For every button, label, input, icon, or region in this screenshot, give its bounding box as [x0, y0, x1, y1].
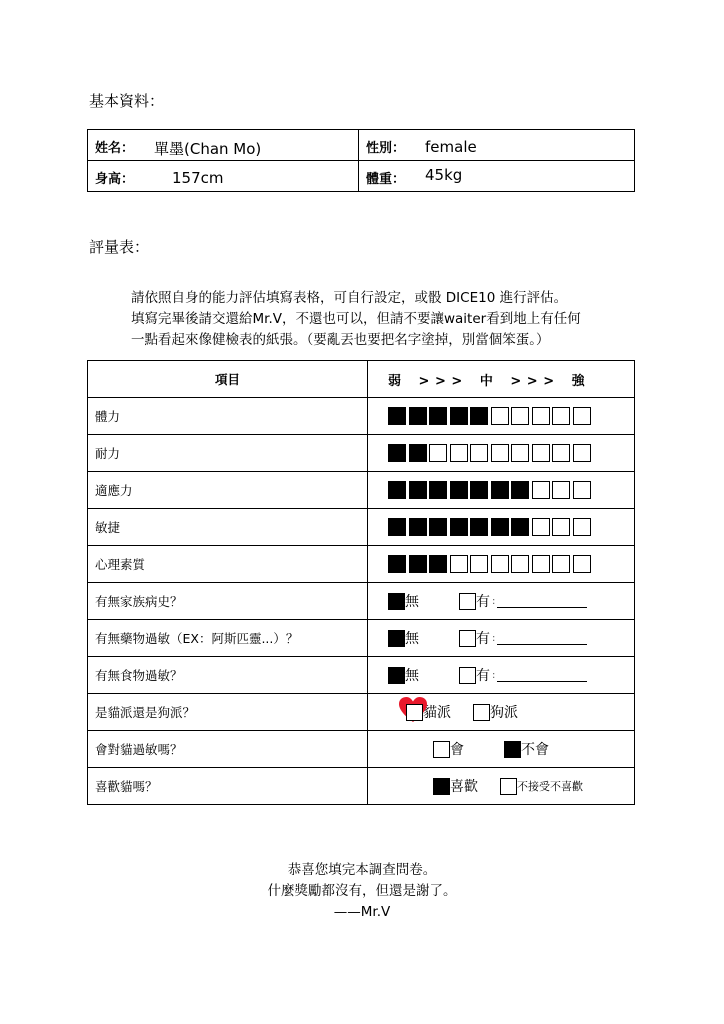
option-no: 無	[405, 668, 419, 684]
name-value: 單墨(Chan Mo)	[154, 140, 262, 158]
weight-cell	[359, 161, 635, 192]
filled-square[interactable]	[511, 481, 529, 499]
rating-label: 耐力	[88, 435, 368, 472]
table-row	[88, 731, 635, 768]
empty-square[interactable]	[429, 444, 447, 462]
rating-boxes	[368, 444, 634, 462]
empty-square[interactable]	[491, 444, 509, 462]
option-cat: 貓派	[423, 705, 451, 721]
footer	[0, 860, 724, 923]
empty-square[interactable]	[511, 444, 529, 462]
rating-boxes	[368, 555, 634, 573]
question-label: 有無家族病史？	[88, 583, 368, 620]
colon-text: :	[492, 669, 496, 681]
filled-square[interactable]	[450, 518, 468, 536]
empty-square[interactable]	[511, 555, 529, 573]
option-no: 無	[405, 631, 419, 647]
basic-info-title: 基本資料：	[89, 92, 165, 110]
instruction-line: 一點看起來像健檢表的紙張。（要亂丟也要把名字塗掉，別當個笨蛋。）	[131, 332, 550, 348]
name-cell	[88, 130, 359, 161]
checkbox-yes[interactable]	[433, 741, 450, 758]
checkbox-no[interactable]	[500, 778, 517, 795]
scale-mid: 中	[479, 373, 494, 389]
filled-square[interactable]	[409, 407, 427, 425]
empty-square[interactable]	[532, 444, 550, 462]
filled-square[interactable]	[491, 518, 509, 536]
name-label: 姓名：	[95, 141, 135, 156]
option-yes: 會	[450, 742, 464, 758]
empty-square[interactable]	[511, 407, 529, 425]
empty-square[interactable]	[450, 555, 468, 573]
empty-square[interactable]	[573, 444, 591, 462]
weight-value: 45kg	[425, 166, 463, 184]
filled-square[interactable]	[450, 407, 468, 425]
table-row	[88, 509, 635, 546]
rating-label: 敏捷	[88, 509, 368, 546]
rating-boxes	[368, 481, 634, 499]
checkbox-yes[interactable]	[459, 593, 476, 610]
scale-arrows: > > >	[418, 373, 463, 389]
checkbox-yes[interactable]	[459, 630, 476, 647]
instructions	[131, 288, 581, 351]
instruction-line: 請依照自身的能力評估填寫表格，可自行設定，或骰 DICE10 進行評估。	[131, 290, 568, 306]
question-label: 會對貓過敏嗎？	[88, 731, 368, 768]
height-cell	[88, 161, 359, 192]
question-label: 有無藥物過敏（EX：阿斯匹靈...）？	[88, 620, 368, 657]
option-no: 不接受不喜歡	[517, 780, 583, 793]
checkbox-no[interactable]	[388, 667, 405, 684]
empty-square[interactable]	[573, 481, 591, 499]
filled-square[interactable]	[388, 444, 406, 462]
table-row	[88, 620, 635, 657]
footer-signature: ——Mr.V	[333, 904, 391, 920]
empty-square[interactable]	[573, 407, 591, 425]
empty-square[interactable]	[552, 481, 570, 499]
question-label: 喜歡貓嗎？	[88, 768, 368, 805]
fill-line[interactable]	[497, 632, 587, 645]
like-options	[368, 776, 634, 796]
option-no: 無	[405, 594, 419, 610]
allergy-options	[368, 739, 634, 759]
gender-label: 性別：	[366, 141, 406, 156]
filled-square[interactable]	[429, 407, 447, 425]
filled-square[interactable]	[409, 481, 427, 499]
question-label: 有無食物過敏？	[88, 657, 368, 694]
empty-square[interactable]	[532, 518, 550, 536]
empty-square[interactable]	[470, 555, 488, 573]
height-value: 157cm	[172, 169, 224, 187]
empty-square[interactable]	[491, 555, 509, 573]
empty-square[interactable]	[552, 444, 570, 462]
question-label: 是貓派還是狗派？	[88, 694, 368, 731]
table-header-row	[88, 361, 635, 398]
checkbox-yes[interactable]	[433, 778, 450, 795]
scale-weak: 弱	[388, 373, 402, 389]
table-row	[88, 694, 635, 731]
rating-boxes	[368, 518, 634, 536]
catdog-options	[368, 702, 634, 722]
filled-square[interactable]	[388, 481, 406, 499]
rating-boxes	[368, 407, 634, 425]
footer-line: 恭喜您填完本調查問卷。	[287, 862, 437, 878]
scale-strong: 強	[571, 373, 586, 389]
gender-cell	[359, 130, 635, 161]
option-yes: 有	[476, 631, 490, 647]
footer-line: 什麼獎勵都沒有，但還是謝了。	[267, 883, 457, 899]
checkbox-cat[interactable]	[406, 704, 423, 721]
fill-line[interactable]	[497, 669, 587, 682]
table-row	[88, 657, 635, 694]
option-yes: 有	[476, 594, 490, 610]
header-scale	[368, 361, 635, 398]
option-no: 不會	[521, 742, 549, 758]
empty-square[interactable]	[532, 407, 550, 425]
table-row	[88, 583, 635, 620]
filled-square[interactable]	[388, 518, 406, 536]
filled-square[interactable]	[429, 518, 447, 536]
filled-square[interactable]	[409, 518, 427, 536]
empty-square[interactable]	[450, 444, 468, 462]
empty-square[interactable]	[552, 518, 570, 536]
filled-square[interactable]	[429, 481, 447, 499]
filled-square[interactable]	[388, 407, 406, 425]
option-yes: 有	[476, 668, 490, 684]
table-row	[88, 435, 635, 472]
table-row	[88, 768, 635, 805]
rating-table	[87, 360, 635, 805]
colon-text: :	[492, 595, 496, 607]
checkbox-dog[interactable]	[473, 704, 490, 721]
option-yes: 喜歡	[450, 779, 478, 795]
fill-line[interactable]	[497, 595, 587, 608]
empty-square[interactable]	[532, 555, 550, 573]
filled-square[interactable]	[450, 481, 468, 499]
checkbox-no[interactable]	[504, 741, 521, 758]
instruction-line: 填寫完畢後請交還給Mr.V，不還也可以，但請不要讓waiter看到地上有任何	[131, 311, 581, 327]
filled-square[interactable]	[470, 407, 488, 425]
rating-label: 心理素質	[88, 546, 368, 583]
gender-value: female	[425, 138, 477, 156]
table-row	[88, 472, 635, 509]
filled-square[interactable]	[388, 555, 406, 573]
empty-square[interactable]	[470, 444, 488, 462]
rating-label: 體力	[88, 398, 368, 435]
checkbox-no[interactable]	[388, 593, 405, 610]
option-dog: 狗派	[490, 705, 518, 721]
filled-square[interactable]	[409, 444, 427, 462]
empty-square[interactable]	[552, 555, 570, 573]
basic-info-table	[87, 129, 635, 192]
colon-text: :	[492, 632, 496, 644]
empty-square[interactable]	[532, 481, 550, 499]
table-row	[88, 546, 635, 583]
empty-square[interactable]	[573, 518, 591, 536]
checkbox-yes[interactable]	[459, 667, 476, 684]
drug-options	[368, 628, 634, 648]
food-options	[368, 665, 634, 685]
empty-square[interactable]	[552, 407, 570, 425]
filled-square[interactable]	[470, 481, 488, 499]
header-item: 項目	[88, 361, 368, 398]
filled-square[interactable]	[429, 555, 447, 573]
filled-square[interactable]	[470, 518, 488, 536]
scale-arrows: > > >	[510, 373, 555, 389]
weight-label: 體重：	[366, 172, 406, 187]
rating-title: 評量表：	[89, 238, 150, 256]
filled-square[interactable]	[511, 518, 529, 536]
height-label: 身高：	[95, 172, 135, 187]
empty-square[interactable]	[491, 407, 509, 425]
table-row	[88, 398, 635, 435]
family-options	[368, 591, 634, 611]
filled-square[interactable]	[409, 555, 427, 573]
empty-square[interactable]	[573, 555, 591, 573]
filled-square[interactable]	[491, 481, 509, 499]
checkbox-no[interactable]	[388, 630, 405, 647]
rating-label: 適應力	[88, 472, 368, 509]
